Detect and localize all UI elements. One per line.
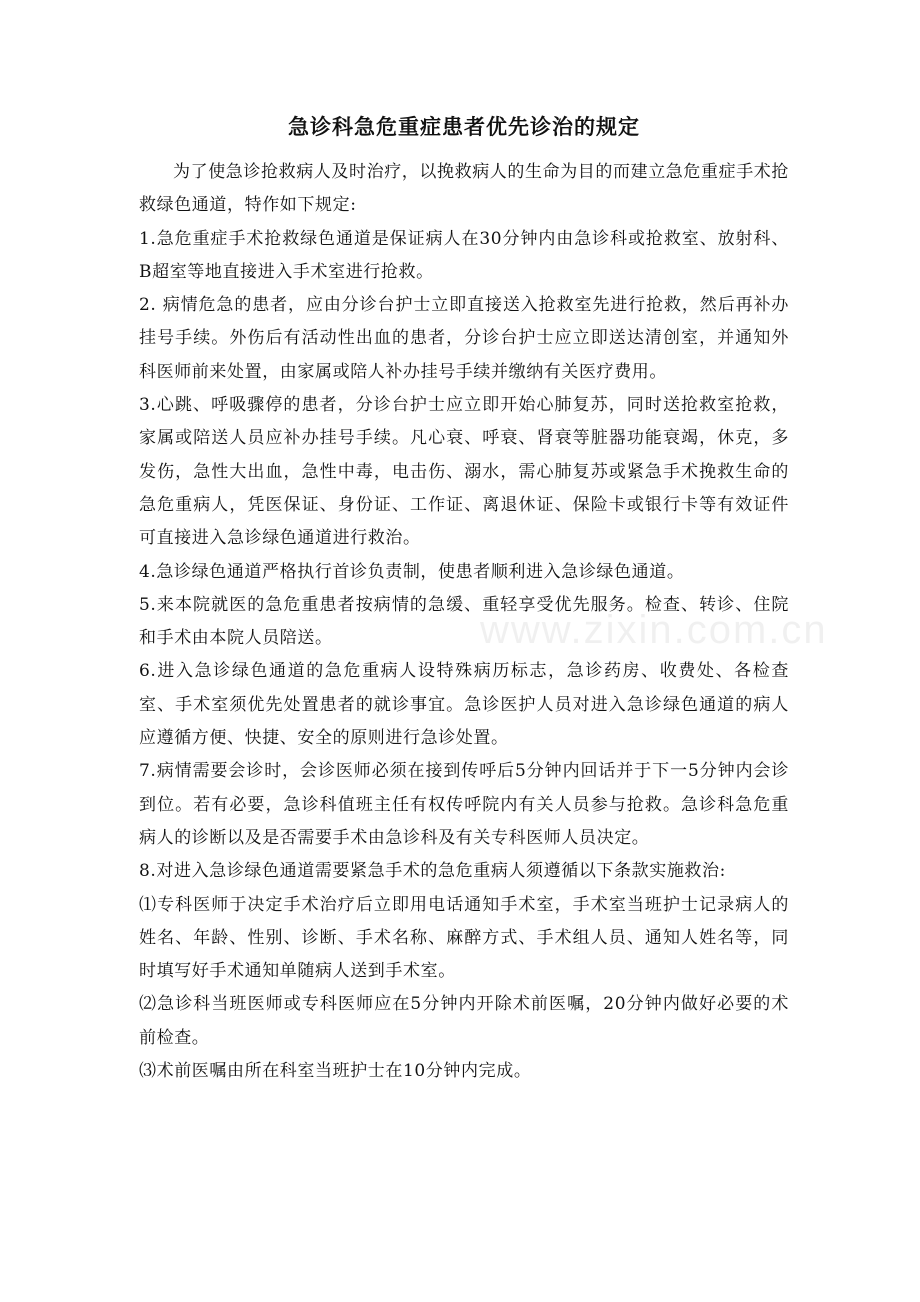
rule-item-1: 1.急危重症手术抢救绿色通道是保证病人在30分钟内由急诊科或抢救室、放射科、B超室等地直接进入手术室进行抢救。 bbox=[139, 228, 789, 282]
rule-item-6: 6.进入急诊绿色通道的急危重病人设特殊病历标志，急诊药房、收费处、各检查室、手术室须优先处置患者的就诊事宜。急诊医护人员对进入急诊绿色通道的病人应遵循方便、快捷、安全的原则进行急诊处置。 bbox=[139, 661, 789, 749]
watermark: www.zixin.com.cn bbox=[480, 608, 828, 652]
rule-item-7: 7.病情需要会诊时，会诊医师必须在接到传呼后5分钟内回话并于下一5分钟内会诊到位。若有必要，急诊科值班主任有权传呼院内有关人员参与抢救。急诊科急危重病人的诊断以及是否需要手术由急诊科及有关专科医师人员决定。 bbox=[139, 761, 789, 848]
sub-item-3: ⑶术前医嘱由所在科室当班护士在10分钟内完成。 bbox=[139, 1061, 532, 1082]
document-title: 急诊科急危重症患者优先诊治的规定 bbox=[288, 114, 640, 139]
rule-item-2: 2. 病情危急的患者，应由分诊台护士立即直接送入抢救室先进行抢救，然后再补办挂号手续。外伤后有活动性出血的患者，分诊台护士应立即送达清创室，并通知外科医师前来处置，由家属或陪人补办挂号手续并缴纳有关医疗费用。 bbox=[139, 295, 789, 382]
document-page bbox=[139, 112, 789, 1088]
rule-item-8: 8.对进入急诊绿色通道需要紧急手术的急危重病人须遵循以下条款实施救治: bbox=[139, 861, 726, 882]
rule-item-3: 3.心跳、呼吸骤停的患者，分诊台护士应立即开始心肺复苏，同时送抢救室抢救，家属或陪送人员应补办挂号手续。凡心衰、呼衰、肾衰等脏器功能衰竭，休克，多发伤，急性大出血，急性中毒，电击伤、溺水，需心肺复苏或紧急手术挽救生命的急危重病人，凭医保证、身份证、工作证、离退休证、保险卡或银行卡等有效证件可直接进入急诊绿色通道进行救治。 bbox=[139, 395, 789, 549]
sub-item-2: ⑵急诊科当班医师或专科医师应在5分钟内开除术前医嘱，20分钟内做好必要的术前检查。 bbox=[139, 994, 789, 1048]
sub-item-1: ⑴专科医师于决定手术治疗后立即用电话通知手术室，手术室当班护士记录病人的姓名、年龄、性别、诊断、手术名称、麻醉方式、手术组人员、通知人姓名等，同时填写好手术通知单随病人送到手术室。 bbox=[139, 894, 789, 982]
rule-item-4: 4.急诊绿色通道严格执行首诊负责制，使患者顺利进入急诊绿色通道。 bbox=[139, 561, 685, 582]
rule-item-5: 5.来本院就医的急危重患者按病情的急缓、重轻享受优先服务。检查、转诊、住院和手术由本院人员陪送。 bbox=[139, 594, 789, 649]
intro-paragraph: 为了使急诊抢救病人及时治疗，以挽救病人的生命为目的而建立急危重症手术抢救绿色通道，特作如下规定: bbox=[139, 162, 789, 216]
